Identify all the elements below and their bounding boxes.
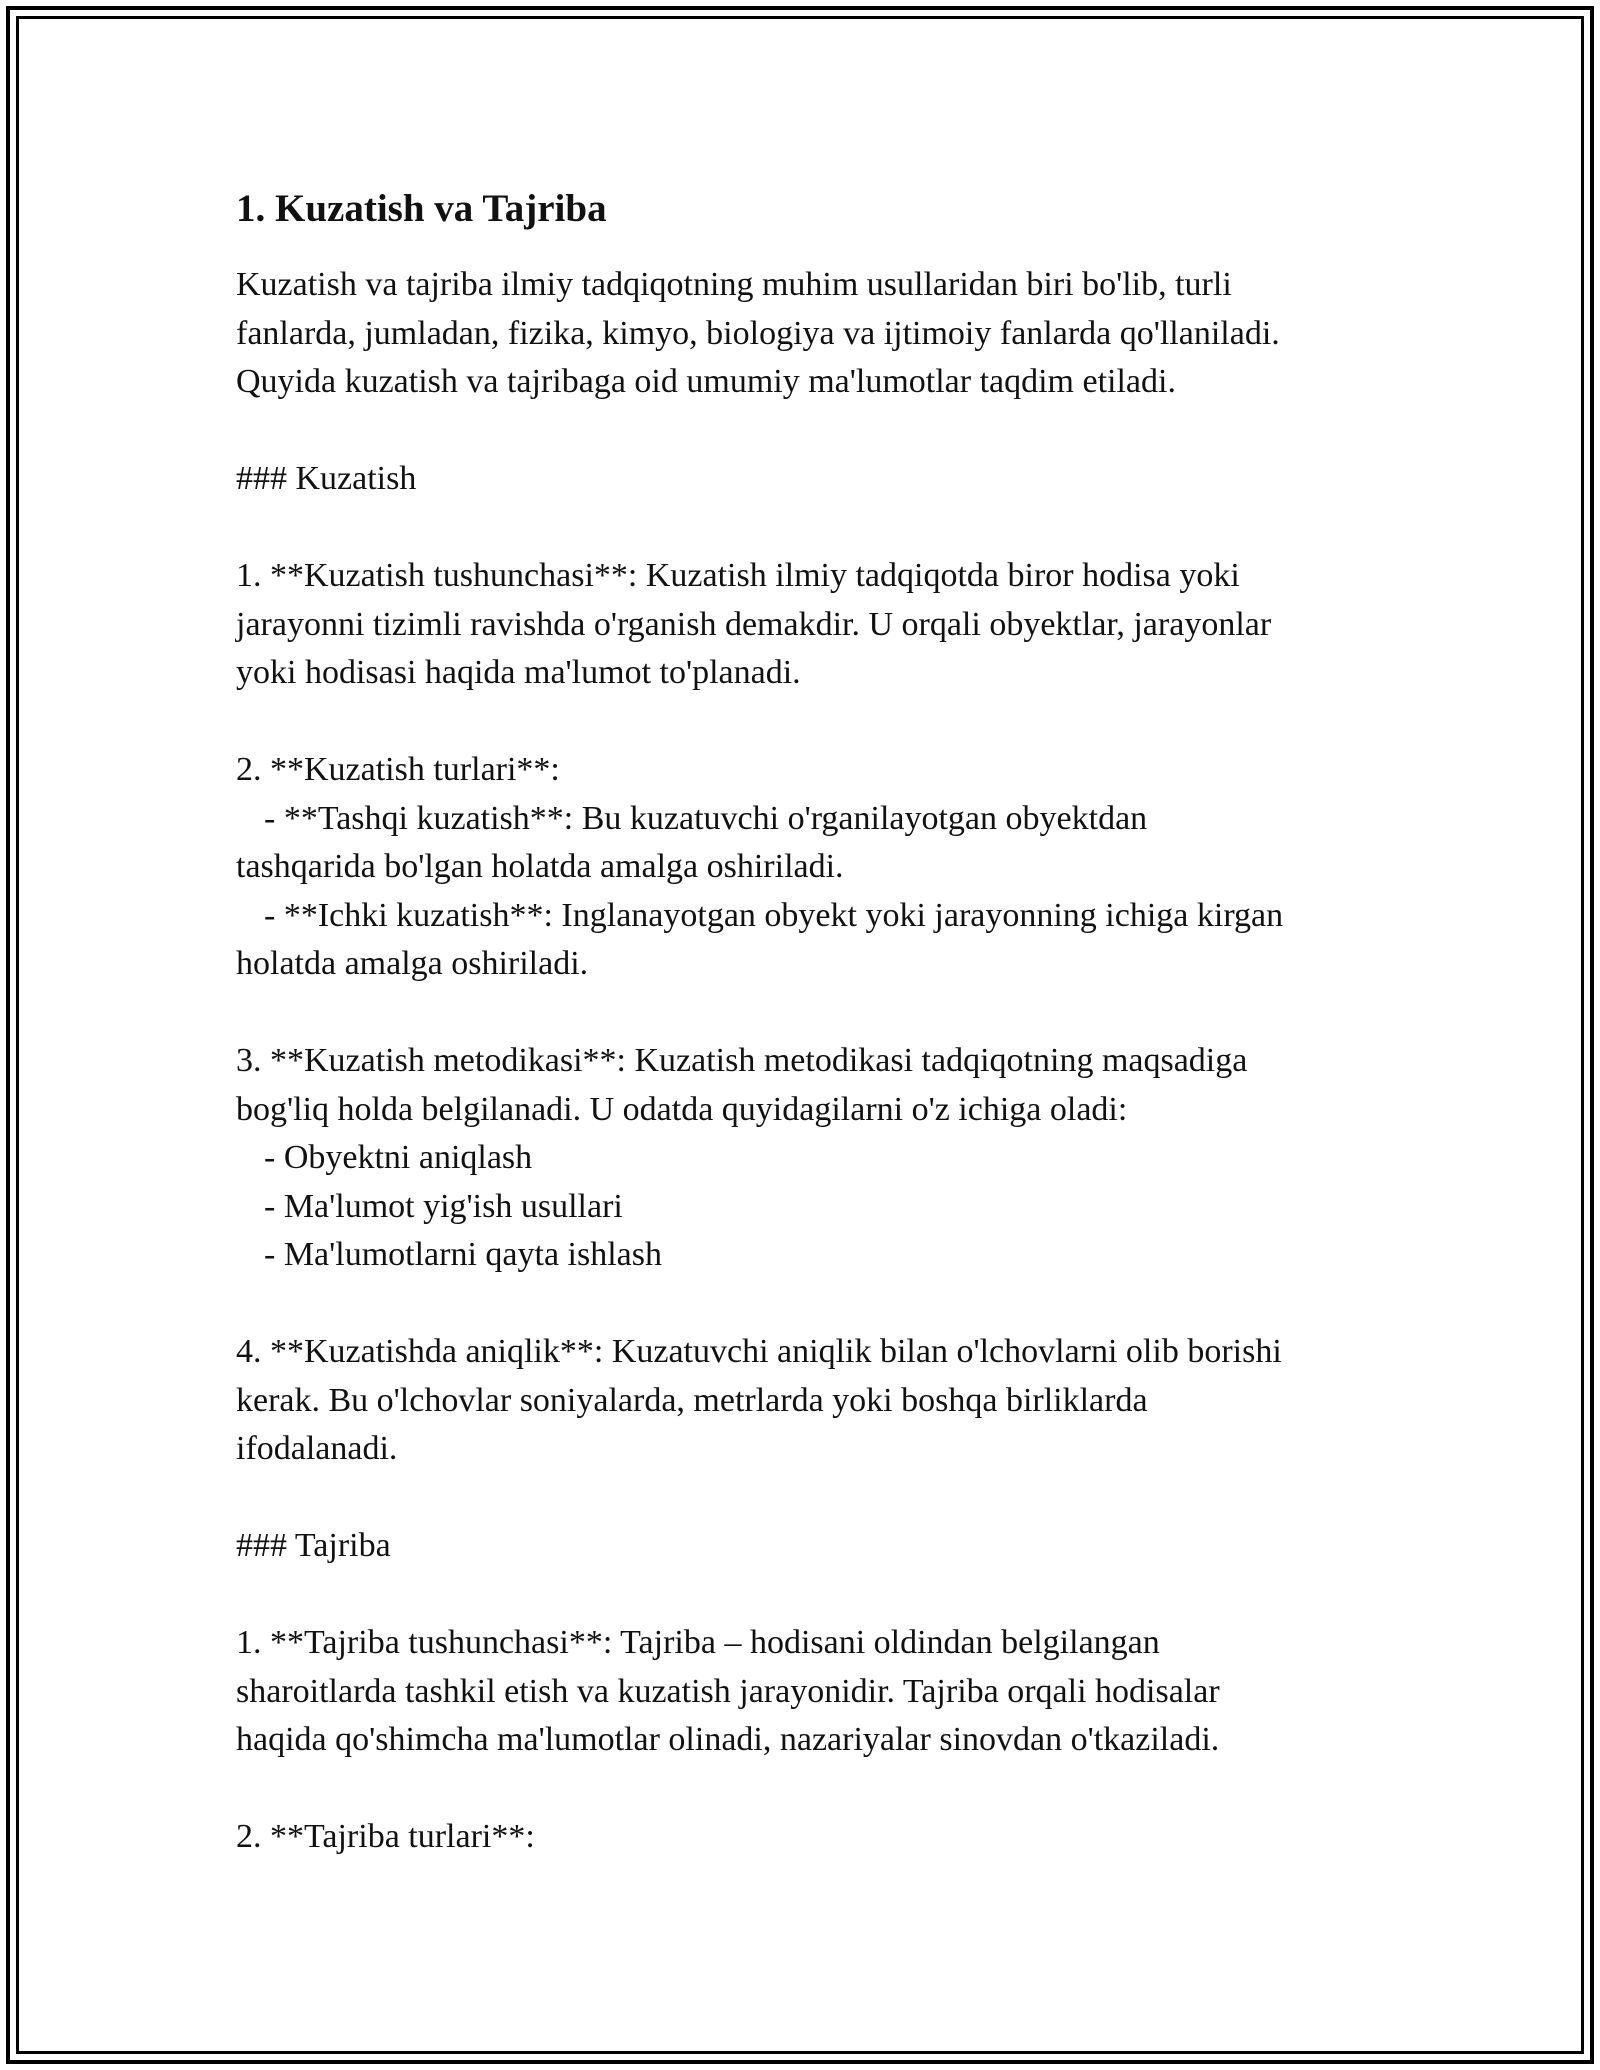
kuzatish-item-1 xyxy=(236,552,1376,698)
document-title: 1. Kuzatish va Tajriba xyxy=(236,187,607,230)
text-line: jarayonni tizimli ravishda o'rganish demakdir. U orqali obyektlar, jarayonlar xyxy=(236,605,1272,643)
tajriba-item-2-heading: 2. **Tajriba turlari**: xyxy=(236,1818,535,1855)
intro-paragraph xyxy=(236,261,1376,407)
kuzatish-item-2 xyxy=(236,746,1376,989)
text-line: tashqarida bo'lgan holatda amalga oshiriladi. xyxy=(236,848,844,885)
section-heading-tajriba: ### Tajriba xyxy=(236,1527,391,1564)
bullet-item: - Ma'lumot yig'ish usullari xyxy=(264,1187,623,1225)
spacer xyxy=(236,1280,1376,1329)
kuzatish-item-4 xyxy=(236,1328,1376,1474)
tajriba-item-1 xyxy=(236,1619,1376,1765)
spacer xyxy=(236,1765,1376,1814)
section-heading-kuzatish: ### Kuzatish xyxy=(236,460,417,497)
text-line: 2. **Kuzatish turlari**: xyxy=(236,751,560,788)
text-line: yoki hodisasi haqida ma'lumot to'planadi. xyxy=(236,654,801,691)
intro-line: fanlarda, jumladan, fizika, kimyo, biologiya va ijtimoiy fanlarda qo'llaniladi. xyxy=(236,314,1280,352)
spacer xyxy=(236,407,1376,456)
text-line: 1. **Tajriba tushunchasi**: Tajriba – hodisani oldindan belgilangan xyxy=(236,1624,1160,1661)
sub-item-line: - **Tashqi kuzatish**: Bu kuzatuvchi o'rganilayotgan obyektdan xyxy=(264,799,1148,837)
spacer xyxy=(236,504,1376,553)
spacer xyxy=(236,1474,1376,1523)
text-line: holatda amalga oshiriladi. xyxy=(236,945,589,982)
text-line: kerak. Bu o'lchovlar soniyalarda, metrlarda yoki boshqa birliklarda xyxy=(236,1381,1148,1419)
intro-line: Quyida kuzatish va tajribaga oid umumiy ma'lumotlar taqdim etiladi. xyxy=(236,363,1176,400)
text-line: sharoitlarda tashkil etish va kuzatish jarayonidir. Tajriba orqali hodisalar xyxy=(236,1672,1220,1710)
text-line: 3. **Kuzatish metodikasi**: Kuzatish metodikasi tadqiqotning maqsadiga xyxy=(236,1042,1248,1079)
document-body xyxy=(236,185,1376,1862)
spacer xyxy=(236,989,1376,1038)
text-line: bog'liq holda belgilanadi. U odatda quyidagilarni o'z ichiga oladi: xyxy=(236,1090,1128,1128)
text-line: haqida qo'shimcha ma'lumotlar olinadi, nazariyalar sinovdan o'tkaziladi. xyxy=(236,1721,1220,1758)
text-line: ifodalanadi. xyxy=(236,1430,398,1467)
sub-item-line: - **Ichki kuzatish**: Inglanayotgan obyekt yoki jarayonning ichiga kirgan xyxy=(264,896,1284,934)
intro-line: Kuzatish va tajriba ilmiy tadqiqotning muhim usullaridan biri bo'lib, turli xyxy=(236,266,1232,303)
spacer xyxy=(236,698,1376,747)
bullet-item: - Obyektni aniqlash xyxy=(264,1139,533,1176)
text-line: 4. **Kuzatishda aniqlik**: Kuzatuvchi aniqlik bilan o'lchovlarni olib borishi xyxy=(236,1333,1282,1370)
text-line: 1. **Kuzatish tushunchasi**: Kuzatish ilmiy tadqiqotda biror hodisa yoki xyxy=(236,557,1240,594)
bullet-item: - Ma'lumotlarni qayta ishlash xyxy=(264,1236,662,1273)
kuzatish-item-3 xyxy=(236,1037,1376,1280)
spacer xyxy=(236,1571,1376,1620)
